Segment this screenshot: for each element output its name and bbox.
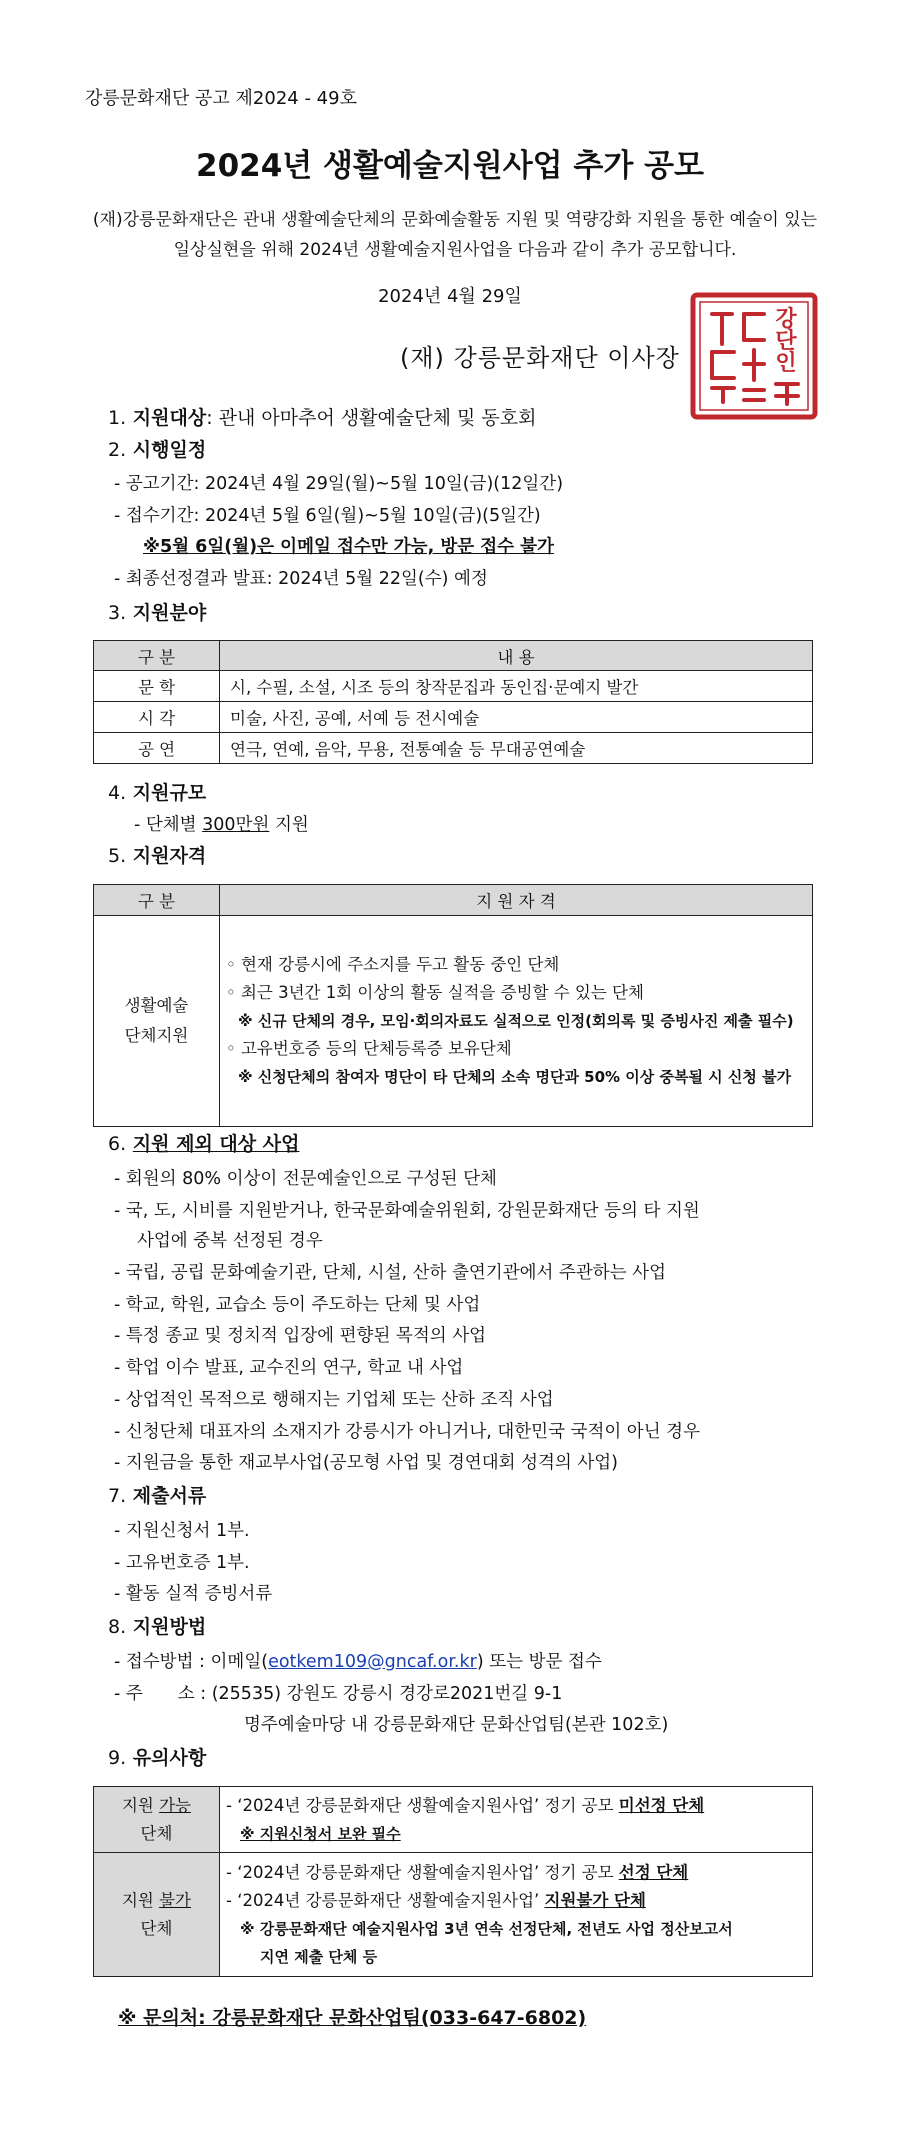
section-1-text: : 관내 아마추어 생활예술단체 및 동호회 xyxy=(206,407,537,429)
table-row xyxy=(94,702,813,733)
notice-line-emph: 미선정 단체 xyxy=(618,1795,705,1815)
category-line: 생활예술 xyxy=(124,996,189,1015)
document-item: - 활동 실적 증빙서류 xyxy=(114,1584,273,1604)
table-row xyxy=(94,916,813,1127)
section-5-title: 지원자격 xyxy=(132,845,207,867)
notice-table xyxy=(93,1786,813,1977)
exclusion-item: - 특정 종교 및 정치적 입장에 편향된 목적의 사업 xyxy=(114,1326,487,1346)
schedule-notice: ※5월 6일(월)은 이메일 접수만 가능, 방문 접수 불가 xyxy=(143,537,554,557)
notice-line-emph: 선정 단체 xyxy=(618,1862,689,1882)
issuer-name: (재) 강릉문화재단 이사장 xyxy=(400,344,680,372)
table-row xyxy=(94,1853,813,1977)
notice-date: 2024년 4월 29일 xyxy=(378,286,522,307)
eligibility-line: ◦ 최근 3년간 1회 이상의 활동 실적을 증빙할 수 있는 단체 xyxy=(226,983,644,1002)
category-line: 단체지원 xyxy=(124,1026,189,1045)
notice-line-text: - ‘2024년 강릉문화재단 생활예술지원사업’ xyxy=(226,1890,545,1910)
notice-line xyxy=(226,1859,802,1887)
section-3-number: 3. xyxy=(108,602,127,624)
table-cell xyxy=(94,1853,220,1977)
row-head-part: 지원 xyxy=(121,1890,160,1910)
table-cell xyxy=(220,1787,813,1853)
row-head-part: 지원 xyxy=(121,1795,160,1815)
row-head xyxy=(104,1887,209,1915)
section-6-number: 6. xyxy=(108,1133,127,1155)
notice-note: ※ 지원신청서 보완 필수 xyxy=(240,1824,401,1843)
table-cell: 공 연 xyxy=(94,733,220,764)
row-head-part: 단체 xyxy=(140,1918,173,1938)
support-amount xyxy=(134,811,309,836)
row-head xyxy=(104,1792,209,1820)
exclusion-item: - 신청단체 대표자의 소재지가 강릉시가 아니거나, 대한민국 국적이 아닌 경우 xyxy=(114,1422,700,1442)
section-9-number: 9. xyxy=(108,1747,127,1769)
document-item: - 고유번호증 1부. xyxy=(114,1553,250,1573)
eligibility-line: ◦ 고유번호증 등의 단체등록증 보유단체 xyxy=(226,1039,512,1058)
section-4-number: 4. xyxy=(108,782,127,804)
amount-prefix: - 단체별 xyxy=(134,815,203,835)
section-3-title: 지원분야 xyxy=(132,602,207,624)
contact-info: ※ 문의처: 강릉문화재단 문화산업팀(033-647-6802) xyxy=(118,2007,587,2029)
table-cell: 시 각 xyxy=(94,702,220,733)
section-8-heading xyxy=(108,1612,206,1639)
table-cell: 미술, 사진, 공예, 서예 등 전시예술 xyxy=(220,702,813,733)
section-4-title: 지원규모 xyxy=(132,782,207,804)
section-2-title: 시행일정 xyxy=(132,439,207,461)
svg-text:강: 강 xyxy=(775,307,797,332)
section-6-heading xyxy=(108,1129,299,1156)
row-head-part: 단체 xyxy=(140,1823,173,1843)
notice-number: 강릉문화재단 공고 제2024 - 49호 xyxy=(85,88,357,109)
table-header-cell: 구 분 xyxy=(94,641,220,671)
section-1-number: 1. xyxy=(108,407,127,429)
section-1-title: 지원대상 xyxy=(132,407,207,429)
section-9-title: 유의사항 xyxy=(132,1747,207,1769)
intro-text: (재)강릉문화재단은 관내 생활예술단체의 문화예술활동 지원 및 역량강화 지원을 통한 예술이 있는 일상실현을 위해 2024년 생활예술지원사업을 다음과 같이 추가 공모합니다. xyxy=(92,210,818,260)
notice-line-emph: 지원불가 단체 xyxy=(544,1890,646,1910)
email-link[interactable]: eotkem109@gncaf.or.kr xyxy=(268,1652,477,1672)
row-head-part: 가능 xyxy=(159,1795,191,1815)
address-line: - 주 소 : (25535) 강원도 강릉시 경강로2021번길 9-1 xyxy=(114,1684,563,1704)
exclusion-item: 사업에 중복 선정된 경우 xyxy=(137,1231,323,1251)
notice-note: 지연 제출 단체 등 xyxy=(260,1947,378,1966)
table-header-cell: 지 원 자 격 xyxy=(220,885,813,916)
notice-line-text: - ‘2024년 강릉문화재단 생활예술지원사업’ 정기 공모 xyxy=(226,1795,619,1815)
exclusion-item: - 상업적인 목적으로 행해지는 기업체 또는 산하 조직 사업 xyxy=(114,1390,554,1410)
svg-text:인: 인 xyxy=(775,351,797,376)
section-2-number: 2. xyxy=(108,439,127,461)
notice-line xyxy=(226,1887,802,1915)
amount-value: 300만원 xyxy=(202,815,270,835)
schedule-item: - 접수기간: 2024년 5월 6일(월)~5월 10일(금)(5일간) xyxy=(114,506,541,526)
section-7-number: 7. xyxy=(108,1485,127,1507)
table-row xyxy=(94,671,813,702)
section-5-heading xyxy=(108,841,206,868)
exclusion-item: - 학교, 학원, 교습소 등이 주도하는 단체 및 사업 xyxy=(114,1295,481,1315)
eligibility-table xyxy=(93,884,813,1127)
svg-text:단: 단 xyxy=(775,329,797,354)
support-field-table xyxy=(93,640,813,764)
section-6-title: 지원 제외 대상 사업 xyxy=(132,1133,300,1155)
document-item: - 지원신청서 1부. xyxy=(114,1521,250,1541)
exclusion-item: - 회원의 80% 이상이 전문예술인으로 구성된 단체 xyxy=(114,1169,497,1189)
section-3-heading xyxy=(108,598,206,625)
section-4-heading xyxy=(108,778,206,805)
eligibility-note: ※ 신청단체의 참여자 명단이 타 단체의 소속 명단과 50% 이상 중복될 시 신청 불가 xyxy=(238,1068,792,1086)
eligibility-line: ◦ 현재 강릉시에 주소지를 두고 활동 중인 단체 xyxy=(226,955,560,974)
table-cell xyxy=(94,916,220,1127)
exclusion-item: - 학업 이수 발표, 교수진의 연구, 학교 내 사업 xyxy=(114,1358,464,1378)
table-row xyxy=(94,733,813,764)
section-9-heading xyxy=(108,1743,206,1770)
schedule-item: - 최종선정결과 발표: 2024년 5월 22일(수) 예정 xyxy=(114,569,488,589)
eligibility-note: ※ 신규 단체의 경우, 모임·회의자료도 실적으로 인정(회의록 및 증빙사진 제출 필수) xyxy=(238,1012,794,1030)
table-header-cell: 내 용 xyxy=(220,641,813,671)
table-header-row xyxy=(94,885,813,916)
notice-line-text: - ‘2024년 강릉문화재단 생활예술지원사업’ 정기 공모 xyxy=(226,1862,619,1882)
submission-method xyxy=(114,1648,602,1673)
section-8-number: 8. xyxy=(108,1616,127,1638)
table-cell: 연극, 연예, 음악, 무용, 전통예술 등 무대공연예술 xyxy=(220,733,813,764)
section-7-title: 제출서류 xyxy=(132,1485,207,1507)
section-5-number: 5. xyxy=(108,845,127,867)
table-header-cell: 구 분 xyxy=(94,885,220,916)
row-head-part: 불가 xyxy=(159,1890,191,1910)
section-8-title: 지원방법 xyxy=(132,1616,207,1638)
official-seal-icon xyxy=(690,292,818,420)
table-cell: 시, 수필, 소설, 시조 등의 창작문집과 동인집·문예지 발간 xyxy=(220,671,813,702)
section-1-heading xyxy=(108,403,536,430)
section-2-heading xyxy=(108,435,206,462)
schedule-item: - 공고기간: 2024년 4월 29일(월)~5월 10일(금)(12일간) xyxy=(114,474,564,494)
exclusion-item: - 국, 도, 시비를 지원받거나, 한국문화예술위원회, 강원문화재단 등의 타 지원 xyxy=(114,1201,700,1221)
notice-line xyxy=(226,1792,802,1820)
amount-suffix: 지원 xyxy=(269,815,309,835)
method-label: - 접수방법 : 이메일( xyxy=(114,1652,269,1672)
exclusion-item: - 지원금을 통한 재교부사업(공모형 사업 및 경연대회 성격의 사업) xyxy=(114,1453,618,1473)
section-7-heading xyxy=(108,1481,206,1508)
table-cell xyxy=(220,1853,813,1977)
page-title: 2024년 생활예술지원사업 추가 공모 xyxy=(196,148,704,184)
table-cell xyxy=(220,916,813,1127)
table-row xyxy=(94,1787,813,1853)
exclusion-item: - 국립, 공립 문화예술기관, 단체, 시설, 산하 출연기관에서 주관하는 사업 xyxy=(114,1263,666,1283)
address-line-2: 명주예술마당 내 강릉문화재단 문화산업팀(본관 102호) xyxy=(244,1715,669,1735)
table-cell: 문 학 xyxy=(94,671,220,702)
table-cell xyxy=(94,1787,220,1853)
method-suffix: ) 또는 방문 접수 xyxy=(476,1652,602,1672)
notice-note: ※ 강릉문화재단 예술지원사업 3년 연속 선정단체, 전년도 사업 정산보고서 xyxy=(240,1919,733,1938)
table-header-row xyxy=(94,641,813,671)
